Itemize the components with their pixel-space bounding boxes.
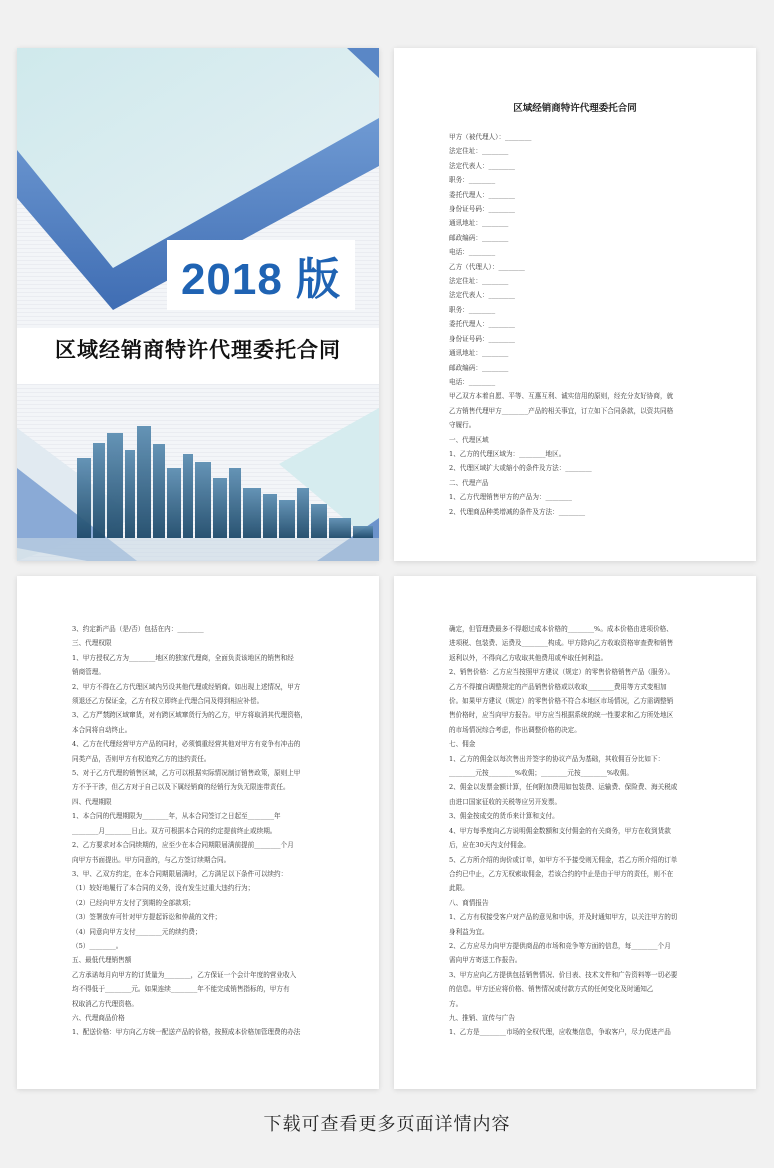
text-line: 5、对于乙方代理的销售区域，乙方可以根据实际情况制订销售政策，原则上甲 (72, 769, 301, 778)
text-line: 1、配送价格：甲方向乙方统一配送产品的价格，按照成本价格加管理费的办法 (72, 1028, 301, 1037)
contract-page-1 (394, 48, 756, 561)
text-line: 2、乙方要求对本合同续期的，应至少在本合同期限届满前提前________个月 (72, 841, 294, 850)
text-line: 3、约定新产品（是/否）包括在内：________ (72, 625, 204, 633)
text-line: 法定住址：________ (449, 147, 509, 156)
text-line: 法定住址：________ (449, 277, 509, 286)
text-line: 七、佣金 (449, 740, 476, 749)
text-line: 一、代理区域 (449, 435, 489, 444)
text-line: 销商管理。 (72, 668, 105, 677)
cover-year-label: 2018 版 (167, 240, 355, 310)
text-line: 职务：________ (449, 305, 496, 314)
text-line: 1、乙方是________市场的全权代理，应收集信息，争取客户，尽力促进产品 (449, 1028, 671, 1037)
text-line: 三、代理权限 (72, 639, 112, 648)
text-line: 法定代表人：________ (449, 161, 515, 170)
text-line: 3、乙方严禁跨区域窜货，对有跨区域窜货行为的乙方，甲方将取消其代理资格， (72, 711, 307, 720)
text-line: 乙方销售代理甲方________产品的相关事宜，订立如下合同条款，以资共同格 (449, 406, 674, 415)
text-line: 身份证号码：________ (449, 334, 515, 343)
text-line: （3）签署放弃可针对甲方提起诉讼和仲裁的文件； (72, 913, 222, 922)
text-line: 2、代理商品种类增减的条件及方法：________ (449, 507, 586, 516)
text-line: 1、甲方授权乙方为________地区的独家代理商，全面负责该地区的销售和经 (72, 653, 294, 662)
text-line: 电话：________ (449, 248, 496, 257)
text-line: 九、推销、宣传与广告 (449, 1013, 515, 1022)
text-line: 价。如果甲方建议（规定）的零售价格不符合本地区市场情况，乙方需调整销 (449, 697, 674, 706)
text-line: 身利益为宜。 (449, 927, 489, 936)
text-line: 2、甲方不得在乙方代理区域内另设其他代理或经销商。如出现上述情况，甲方 (72, 682, 301, 691)
text-line: （5）________。 (72, 941, 123, 950)
text-line: 的市场情况综合考虑，作出调整价格的决定。 (449, 725, 581, 734)
text-line: 二、代理产品 (449, 478, 489, 487)
text-line: ________元按________%收佣；________元按________%收佣。 (449, 769, 633, 778)
text-line: 1、乙方有权接受客户对产品的意见和申诉，并及时通知甲方，以关注甲方的切 (449, 913, 678, 922)
text-line: 售价格时，应当向甲方报告。甲方应当根据系统的统一性要求和乙方所处地区 (449, 711, 674, 720)
text-line: 1、本合同的代理期限为________年，从本合同签订之日起至________年 (72, 812, 281, 821)
text-line: 2、代理区域扩大或缩小的条件及方法：________ (449, 464, 592, 473)
text-line: 3、佣金按成交的货币来计算和支付。 (449, 812, 559, 821)
text-line: 职务：________ (449, 176, 496, 185)
text-line: 乙方不得擅自调整规定的产品销售价格或以收取________费用等方式变相加 (449, 682, 667, 691)
text-line: 权取消乙方代理资格。 (72, 999, 138, 1008)
download-caption: 下载可查看更多页面详情内容 (263, 1114, 511, 1135)
text-line: 确定，但管理费最多不得超过成本价格的________%。成本价格由进项价格、 (449, 625, 673, 633)
text-line: 五、最低代理销售额 (72, 956, 132, 965)
text-line: 1、乙方的代理区域为：________地区。 (449, 449, 566, 458)
text-line: 同类产品，否则甲方有权追究乙方的违约责任。 (72, 754, 211, 763)
text-line: 邮政编码：________ (449, 363, 509, 372)
text-line: 身份证号码：________ (449, 205, 515, 214)
text-line: 乙方承诺每月向甲方的订货量为________，乙方保证一个会计年度的营业收入 (72, 970, 297, 979)
text-line: 1、乙方代理销售甲方的产品为：________ (449, 493, 572, 502)
text-line: 4、乙方在代理经营甲方产品的同时，必须慎重经营其他对甲方有竞争有冲击的 (72, 740, 301, 749)
text-line: 向甲方书面提出。甲方同意的，与乙方签订续期合同。 (72, 855, 231, 864)
text-line: 5、乙方所介绍的询价或订单，如甲方不予接受则无佣金，若乙方所介绍的订单 (449, 855, 678, 864)
text-line: 2、佣金以发票金额计算，任何附加费用如包装费、运输费、保险费、海关税或 (449, 783, 678, 792)
text-line: 由进口国家征收的关税等应另开发票。 (449, 797, 562, 806)
cover-page (17, 48, 379, 561)
text-line: 的信息。甲方还应将价格、销售情况或付款方式的任何变化及时通知乙 (449, 985, 654, 994)
text-line: 返利以外，不得向乙方收取其他费用或牟取任何利益。 (449, 653, 608, 662)
page-2-text-block (72, 622, 330, 1040)
text-line: 邮政编码：________ (449, 233, 509, 242)
text-line: （1）较好地履行了本合同的义务，没有发生过重大违约行为； (72, 884, 255, 893)
text-line: 法定代表人：________ (449, 291, 515, 300)
text-line: 须退还乙方保证金，乙方有权立即终止代理合同及得到相应补偿。 (72, 697, 264, 706)
text-line: 1、乙方的佣金以每次售出并签字的协议产品为基础，其收佣百分比如下： (449, 754, 665, 763)
text-line: 通讯地址：________ (449, 349, 509, 358)
text-line: 甲方（被代理人）：________ (449, 133, 532, 141)
text-line: ________月________日止。双方可根据本合同的约定提前终止或续期。 (72, 826, 277, 835)
text-line: 后，应在30天内支付佣金。 (449, 841, 530, 850)
page-3-text-block (449, 622, 707, 1040)
text-line: 4、甲方每季度向乙方说明佣金数额和支付佣金的有关商务，甲方在收到货款 (449, 826, 671, 835)
text-line: 2、销售价格：乙方应当按照甲方建议（规定）的零售价格销售产品（服务）。 (449, 668, 675, 677)
text-line: 委托代理人：________ (449, 190, 515, 199)
text-line: 方。 (449, 999, 463, 1008)
text-line: 均不得低于________元。如果连续________年不能完成销售指标的，甲方有 (72, 985, 290, 994)
text-line: 合约已中止，乙方无权索取佣金，若该合约的中止是由于甲方的责任，则不在 (449, 869, 674, 878)
contract-page-2 (17, 576, 379, 1089)
document-title: 区域经销商特许代理委托合同 (513, 103, 637, 114)
text-line: 四、代理期限 (72, 797, 112, 806)
text-line: 3、甲方应向乙方提供包括销售情况、价目表、技术文件和广告资料等一切必要 (449, 970, 678, 979)
text-line: 需向甲方寄送工作报告。 (449, 956, 522, 965)
text-line: 电话：________ (449, 377, 496, 386)
text-line: 甲乙双方本着自愿、平等、互惠互利、诚实信用的原则，经充分友好协商，就 (449, 392, 674, 401)
text-line: 乙方（代理人）：________ (449, 262, 525, 271)
text-line: 六、代理商品价格 (72, 1013, 125, 1022)
text-line: （2）已经向甲方支付了到期的全部款项； (72, 898, 195, 907)
text-line: 3、甲、乙双方约定，在本合同期限届满时，乙方满足以下条件可以续约： (72, 869, 288, 878)
text-line: 本合同将自动终止。 (72, 725, 132, 734)
contract-page-3 (394, 576, 756, 1089)
text-line: 委托代理人：________ (449, 320, 515, 329)
text-line: 此限。 (449, 884, 469, 893)
page-1-text-block (449, 130, 709, 519)
text-line: 进项税、包装费、运费及________构成。甲方除向乙方收取资格审查费和销售 (449, 639, 674, 648)
cover-title: 区域经销商特许代理委托合同 (55, 338, 341, 362)
text-line: 方不予干涉，但乙方对于自己以及下属经销商的经销行为负无限连带责任。 (72, 783, 290, 792)
text-line: （4）同意向甲方支付________元的续约费； (72, 927, 202, 936)
text-line: 守履行。 (449, 421, 476, 430)
text-line: 2、乙方应尽力向甲方提供商品的市场和竞争等方面的信息，每________个月 (449, 941, 671, 950)
text-line: 八、商情报告 (449, 898, 489, 907)
text-line: 通讯地址：________ (449, 219, 509, 228)
